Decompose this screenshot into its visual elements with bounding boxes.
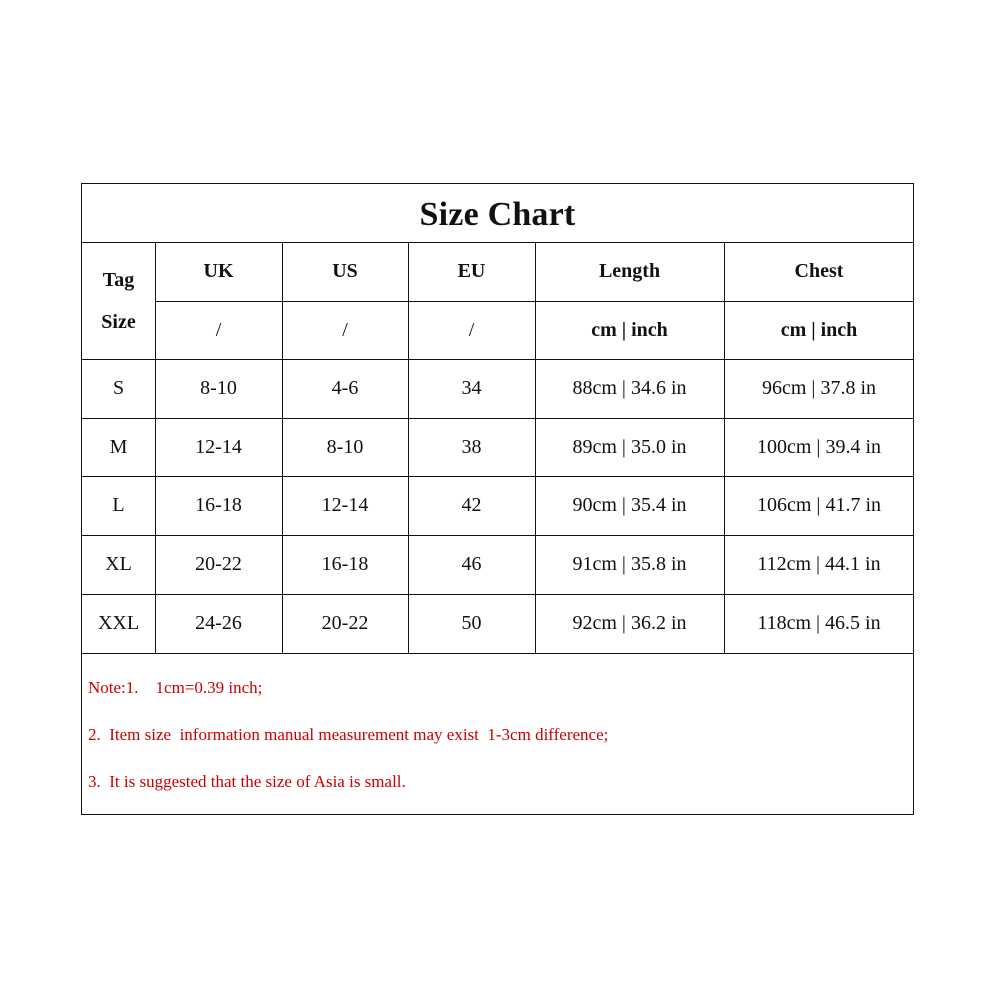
eu-cell: 34 (461, 377, 482, 399)
us-cell: 20-22 (321, 612, 369, 634)
eu-cell: 38 (461, 435, 482, 458)
length-cell: 89cm | 35.0 in (572, 435, 687, 458)
column-header-length: Length (598, 259, 661, 282)
note-line: 3. It is suggested that the size of Asia is small. (88, 772, 406, 791)
column-header-us: US (332, 259, 358, 282)
length-cell: 92cm | 36.2 in (572, 612, 687, 634)
chest-cell: 106cm | 41.7 in (757, 494, 881, 516)
uk-cell: 20-22 (195, 553, 242, 575)
unit-chest: cm | inch (780, 318, 858, 341)
size-tag-cell: S (112, 377, 125, 399)
us-cell: 16-18 (321, 553, 369, 575)
unit-uk: / (215, 318, 222, 341)
tag-size-header (82, 242, 155, 359)
unit-eu: / (468, 318, 475, 341)
unit-us: / (342, 318, 348, 341)
length-cell: 88cm | 34.6 in (572, 377, 687, 399)
column-header-uk: UK (203, 259, 234, 282)
chest-cell: 100cm | 39.4 in (757, 435, 881, 458)
unit-length: cm | inch (591, 318, 668, 341)
chest-cell: 118cm | 46.5 in (757, 612, 881, 634)
uk-cell: 8-10 (200, 377, 237, 399)
size-chart (81, 183, 914, 815)
us-cell: 12-14 (321, 494, 369, 516)
grid-line (82, 653, 913, 654)
eu-cell: 50 (461, 612, 482, 634)
tag-header-label: Tag (102, 268, 135, 291)
us-cell: 4-6 (331, 377, 359, 399)
uk-cell: 16-18 (195, 494, 242, 516)
size-tag-cell: XXL (97, 612, 140, 634)
length-cell: 91cm | 35.8 in (572, 553, 687, 575)
uk-cell: 24-26 (195, 612, 242, 634)
length-cell: 90cm | 35.4 in (572, 494, 687, 516)
size-header-label: Size (101, 310, 136, 333)
size-tag-cell: M (109, 435, 128, 458)
eu-cell: 46 (461, 553, 482, 575)
chart-title: Size Chart (419, 195, 576, 233)
note-line: 2. Item size information manual measurement may exist 1-3cm difference; (88, 725, 609, 744)
size-tag-cell: L (112, 494, 125, 516)
note-line: Note:1. 1cm=0.39 inch; (88, 678, 263, 697)
column-header-chest: Chest (794, 259, 844, 282)
us-cell: 8-10 (326, 435, 364, 458)
chest-cell: 96cm | 37.8 in (762, 377, 876, 399)
chest-cell: 112cm | 44.1 in (757, 553, 881, 575)
eu-cell: 42 (461, 494, 482, 516)
uk-cell: 12-14 (195, 435, 242, 458)
size-tag-cell: XL (105, 553, 132, 575)
column-header-eu: EU (457, 259, 486, 282)
